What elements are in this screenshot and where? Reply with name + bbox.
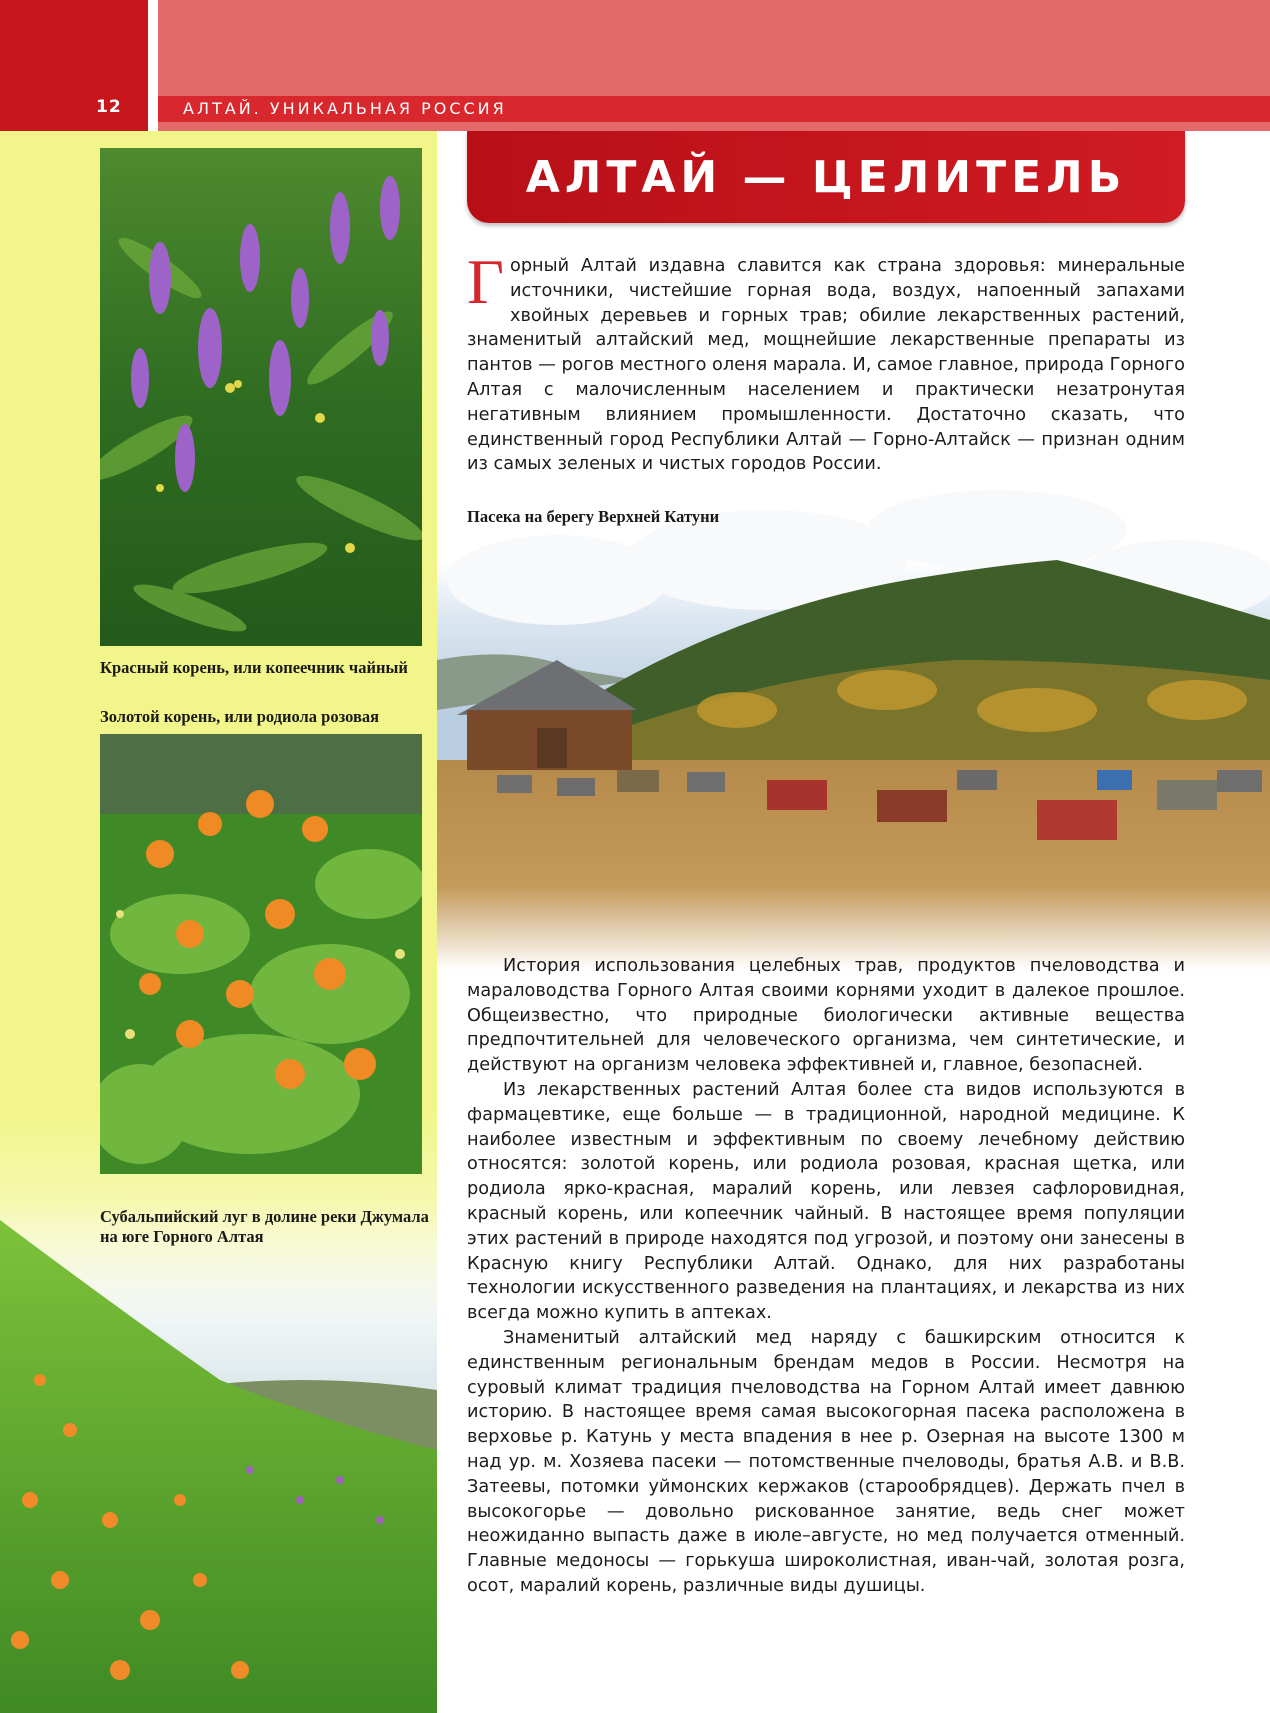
- intro-paragraph: [467, 246, 1185, 477]
- page-number: 12: [96, 97, 122, 117]
- body-paragraph-3: Знаменитый алтайский мед наряду с башкирским относится к единственным региональным брендам медов в России. Несмотря на суровый климат традиция пчеловодства на Горном Алтай имеет давнюю историю. В настоящее время самая высокогорная пасека расположена в верховье р. Катунь у места впадения в нее р. Озерная на высоте 1300 м над ур. м. Хозяева пасеки — потомственные пчеловоды, братья А.В. и В.В. Затеевы, потомки уймонских кержаков (старообрядцев). Держать пчел в высокогорье — довольно рискованное занятие, ведь снег может неожиданно выпасть даже в июле–августе, но мед получается отменный. Главные медоносы — горькуша широколистная, иван-чай, золотая розга, осот, маралий корень, различные виды душицы.: [467, 1327, 1185, 1596]
- page-title: АЛТАЙ — ЦЕЛИТЕЛЬ: [525, 152, 1127, 203]
- apiary-photo: [437, 470, 1270, 970]
- rhodiola-caption: Золотой корень, или родиола розовая: [100, 707, 380, 726]
- body-paragraph-2: Из лекарственных растений Алтая более ста видов используются в фармацевтике, еще больше — в традиционной, народной медицине. К наиболее известным и эффективным по своему лечебному действию относятся: золотой корень, или родиола розовая, красная щетка, или родиола ярко-красная, маралий корень, или левзея сафлоровидная, красный корень, или копеечник чайный. В настоящее время популяции этих растений в природе находятся под угрозой, и поэтому они занесены в Красную книгу Республики Алтай. Однако, для них разработаны технологии искусственного разведения на плантациях, и лекарства из них всегда можно купить в аптеках.: [467, 1079, 1185, 1324]
- meadow-caption: Субальпийский луг в долине реки Джумала на юге Горного Алтая: [100, 1207, 429, 1246]
- title-banner: [467, 131, 1185, 223]
- rhodiola-photo: [100, 734, 422, 1174]
- intro-text: орный Алтай издавна славится как страна здоровья: минеральные источники, чистейшие горная вода, воздух, напоенный запахами хвойных деревьев и горных трав; обилие лекарственных растений, знаменитый алтайский мед, мощнейшие лекарственные препараты из пантов — рогов местного оленя марала. И, самое главное, природа Горного Алтая с малочисленным населением и практически незатронутая негативным влиянием промышленности. Достаточно сказать, что единственный город Республики Алтай — Горно-Алтайск — признан одним из самых зеленых и чистых городов России.: [467, 256, 1185, 475]
- running-title: АЛТАЙ. УНИКАЛЬНАЯ РОССИЯ: [183, 99, 507, 118]
- sainfoin-caption: Красный корень, или копеечник чайный: [100, 658, 408, 677]
- apiary-caption: Пасека на берегу Верхней Катуни: [467, 507, 720, 526]
- header-red-block: [0, 0, 148, 131]
- header-divider: [148, 0, 158, 131]
- body-text: [467, 954, 1185, 1599]
- sainfoin-photo: [100, 148, 422, 646]
- body-paragraph-1: История использования целебных трав, продуктов пчеловодства и мараловодства Горного Алтая своими корнями уходит в далекое прошлое. Общеизвестно, что природные биологически активные вещества предпочтительней для человеческого организма, чем синтетические, и действуют на организм человека эффективней и, главное, безопасней.: [467, 956, 1185, 1076]
- drop-cap: Г: [467, 246, 504, 317]
- meadow-photo: [0, 1200, 437, 1713]
